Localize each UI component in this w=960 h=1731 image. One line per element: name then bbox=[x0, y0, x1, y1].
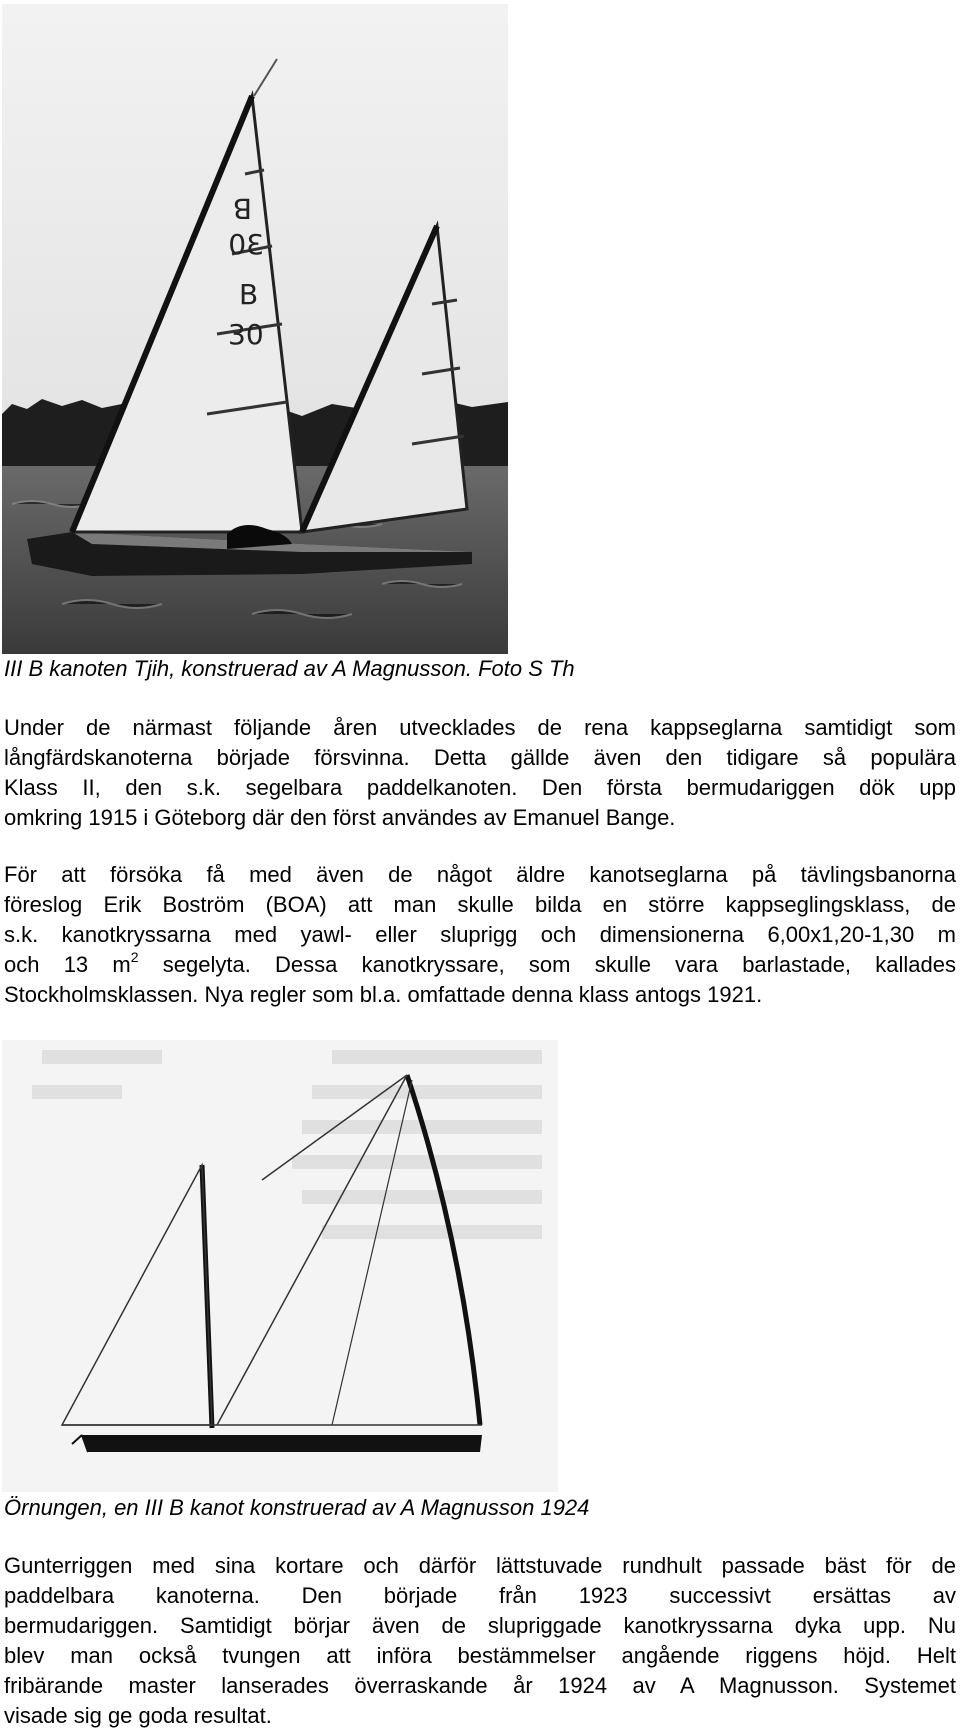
superscript: 2 bbox=[130, 949, 139, 965]
canoe-rig-drawing bbox=[2, 1040, 558, 1492]
paragraph-line: långfärdskanoterna började försvinna. Detta gällde även den tidigare så populära bbox=[4, 745, 956, 770]
paragraph-line: fribärande master lanserades överraskande år 1924 av A Magnusson. Systemet bbox=[4, 1673, 956, 1698]
paragraph-line: Stockholmsklassen. Nya regler som bl.a. omfattade denna klass antogs 1921. bbox=[4, 982, 763, 1007]
paragraph-line: Under de närmast följande åren utvecklades de rena kappseglarna samtidigt som bbox=[4, 715, 956, 740]
sailing-canoe-photo bbox=[2, 4, 508, 654]
paragraph-line: Gunterriggen med sina kortare och därför lättstuvade rundhult passade bäst för de bbox=[4, 1553, 956, 1578]
paragraph-line: paddelbara kanoterna. Den började från 1923 successivt ersättas av bbox=[4, 1583, 956, 1608]
paragraph-line: s.k. kanotkryssarna med yawl- eller sluprigg och dimensionerna 6,00x1,20-1,30 m bbox=[4, 922, 956, 947]
paragraph-line: visade sig ge goda resultat. bbox=[4, 1703, 272, 1728]
paragraph-1 bbox=[4, 713, 956, 833]
text-run: och 13 m bbox=[4, 952, 131, 977]
paragraph-2 bbox=[4, 860, 956, 1010]
sail-number-1: B bbox=[232, 192, 252, 225]
drawing-caption: Örnungen, en III B kanot konstruerad av A Magnusson 1924 bbox=[4, 1495, 590, 1520]
sail-number-2: 30 bbox=[228, 228, 264, 261]
paragraph-line: omkring 1915 i Göteborg där den först användes av Emanuel Bange. bbox=[4, 805, 676, 830]
paragraph-line: Klass II, den s.k. segelbara paddelkanoten. Den första bermudariggen dök upp bbox=[4, 775, 956, 800]
paragraph-line: blev man också tvungen att införa bestämmelser angående riggens höjd. Helt bbox=[4, 1643, 956, 1668]
photo-caption: III B kanoten Tjih, konstruerad av A Magnusson. Foto S Th bbox=[4, 656, 575, 681]
paragraph-line-with-superscript bbox=[4, 950, 956, 980]
text-run: segelyta. Dessa kanotkryssare, som skulle vara barlastade, kallades bbox=[138, 952, 956, 977]
paragraph-line: För att försöka få med även de något äldre kanotseglarna på tävlingsbanorna bbox=[4, 862, 956, 887]
paragraph-line: bermudariggen. Samtidigt börjar även de slupriggade kanotkryssarna dyka upp. Nu bbox=[4, 1613, 956, 1638]
sail-number-3: B bbox=[239, 278, 259, 311]
sail-number-4: 30 bbox=[228, 318, 264, 351]
paragraph-line: föreslog Erik Boström (BOA) att man skulle bilda en större kappseglingsklass, de bbox=[4, 892, 956, 917]
paragraph-3 bbox=[4, 1551, 956, 1731]
